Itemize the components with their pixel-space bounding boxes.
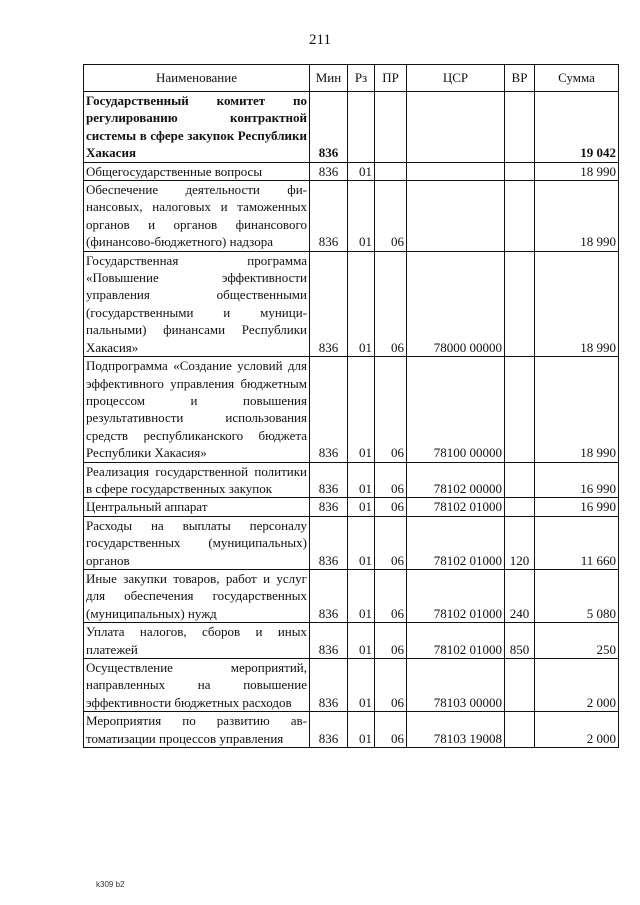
- cell-csr: [407, 181, 505, 252]
- cell-rz: 01: [348, 462, 375, 498]
- cell-sum: 2 000: [535, 712, 619, 748]
- table-row: [84, 92, 619, 163]
- cell-vr: [505, 659, 535, 712]
- cell-name: Мероприятия по развитию автоматизации процессов управления: [84, 712, 310, 748]
- cell-name: Подпрограмма «Создание условий для эффективного управления бюджетным процессом и повышения результативности использования средств республиканского бюджета Республики Хакасия»: [84, 357, 310, 462]
- footer-code: k309 b2: [96, 880, 125, 889]
- cell-vr: [505, 251, 535, 356]
- cell-min: 836: [310, 162, 348, 180]
- header-rz: Рз: [348, 65, 375, 92]
- header-min: Мин: [310, 65, 348, 92]
- cell-sum: 250: [535, 623, 619, 659]
- cell-sum: 16 990: [535, 498, 619, 516]
- cell-csr: 78103 19008: [407, 712, 505, 748]
- cell-name: Обеспечение деятельности финансовых, налоговых и таможенных органов и органов финансового (финансово-бюджетного) надзора: [84, 181, 310, 252]
- cell-rz: 01: [348, 162, 375, 180]
- cell-vr: 240: [505, 569, 535, 622]
- cell-min: 836: [310, 712, 348, 748]
- cell-csr: 78100 00000: [407, 357, 505, 462]
- cell-min: 836: [310, 181, 348, 252]
- table-row: [84, 162, 619, 180]
- header-sum: Сумма: [535, 65, 619, 92]
- cell-vr: [505, 498, 535, 516]
- header-name: Наименование: [84, 65, 310, 92]
- cell-pr: 06: [375, 498, 407, 516]
- cell-name: Осуществление мероприятий, направленных на повышение эффективности бюджетных расходов: [84, 659, 310, 712]
- cell-rz: 01: [348, 251, 375, 356]
- cell-sum: 5 080: [535, 569, 619, 622]
- cell-pr: 06: [375, 462, 407, 498]
- cell-sum: 2 000: [535, 659, 619, 712]
- cell-name: Центральный аппарат: [84, 498, 310, 516]
- cell-min: 836: [310, 659, 348, 712]
- cell-rz: 01: [348, 623, 375, 659]
- header-vr: ВР: [505, 65, 535, 92]
- cell-vr: [505, 181, 535, 252]
- header-csr: ЦСР: [407, 65, 505, 92]
- cell-sum: 11 660: [535, 516, 619, 569]
- cell-min: 836: [310, 498, 348, 516]
- cell-rz: 01: [348, 181, 375, 252]
- table-row: [84, 251, 619, 356]
- table-row: [84, 712, 619, 748]
- table-row: [84, 181, 619, 252]
- cell-csr: 78102 01000: [407, 569, 505, 622]
- table-row: [84, 516, 619, 569]
- table-header-row: [84, 65, 619, 92]
- cell-pr: 06: [375, 623, 407, 659]
- cell-pr: 06: [375, 251, 407, 356]
- cell-min: 836: [310, 251, 348, 356]
- cell-vr: [505, 712, 535, 748]
- table-row: [84, 569, 619, 622]
- cell-min: 836: [310, 623, 348, 659]
- header-pr: ПР: [375, 65, 407, 92]
- cell-pr: 06: [375, 357, 407, 462]
- cell-name: Государственная программа «Повышение эффективности управления общественными (государственными и муниципальными) финансами Республики Хакасия»: [84, 251, 310, 356]
- budget-table: [83, 64, 619, 748]
- cell-sum: 19 042: [535, 92, 619, 163]
- cell-vr: [505, 357, 535, 462]
- cell-sum: 18 990: [535, 162, 619, 180]
- cell-rz: 01: [348, 712, 375, 748]
- cell-rz: 01: [348, 659, 375, 712]
- cell-csr: 78000 00000: [407, 251, 505, 356]
- cell-csr: 78102 01000: [407, 623, 505, 659]
- cell-min: 836: [310, 462, 348, 498]
- cell-sum: 18 990: [535, 357, 619, 462]
- cell-sum: 16 990: [535, 462, 619, 498]
- cell-name: Государственный комитет по регулированию контрактной системы в сфере закупок Республики Хакасия: [84, 92, 310, 163]
- cell-csr: [407, 92, 505, 163]
- cell-csr: 78102 00000: [407, 462, 505, 498]
- cell-rz: 01: [348, 569, 375, 622]
- table-row: [84, 659, 619, 712]
- cell-pr: 06: [375, 659, 407, 712]
- cell-min: 836: [310, 569, 348, 622]
- cell-vr: [505, 462, 535, 498]
- cell-name: Общегосударственные вопросы: [84, 162, 310, 180]
- cell-rz: 01: [348, 357, 375, 462]
- cell-sum: 18 990: [535, 181, 619, 252]
- table-row: [84, 498, 619, 516]
- cell-name: Иные закупки товаров, работ и услуг для обеспечения государственных (муниципальных) нужд: [84, 569, 310, 622]
- cell-csr: 78103 00000: [407, 659, 505, 712]
- table-row: [84, 623, 619, 659]
- cell-pr: [375, 92, 407, 163]
- table-row: [84, 462, 619, 498]
- cell-min: 836: [310, 92, 348, 163]
- cell-sum: 18 990: [535, 251, 619, 356]
- cell-rz: 01: [348, 516, 375, 569]
- cell-csr: 78102 01000: [407, 516, 505, 569]
- cell-pr: 06: [375, 712, 407, 748]
- cell-pr: 06: [375, 569, 407, 622]
- page-number: 211: [309, 32, 331, 48]
- cell-pr: 06: [375, 181, 407, 252]
- cell-name: Расходы на выплаты персоналу государственных (муниципальных) органов: [84, 516, 310, 569]
- cell-vr: [505, 92, 535, 163]
- cell-csr: 78102 01000: [407, 498, 505, 516]
- cell-rz: [348, 92, 375, 163]
- cell-vr: 850: [505, 623, 535, 659]
- cell-name: Уплата налогов, сборов и иных платежей: [84, 623, 310, 659]
- table-row: [84, 357, 619, 462]
- cell-pr: 06: [375, 516, 407, 569]
- cell-vr: 120: [505, 516, 535, 569]
- cell-rz: 01: [348, 498, 375, 516]
- cell-vr: [505, 162, 535, 180]
- cell-min: 836: [310, 357, 348, 462]
- cell-pr: [375, 162, 407, 180]
- cell-min: 836: [310, 516, 348, 569]
- cell-csr: [407, 162, 505, 180]
- cell-name: Реализация государственной политики в сфере государственных закупок: [84, 462, 310, 498]
